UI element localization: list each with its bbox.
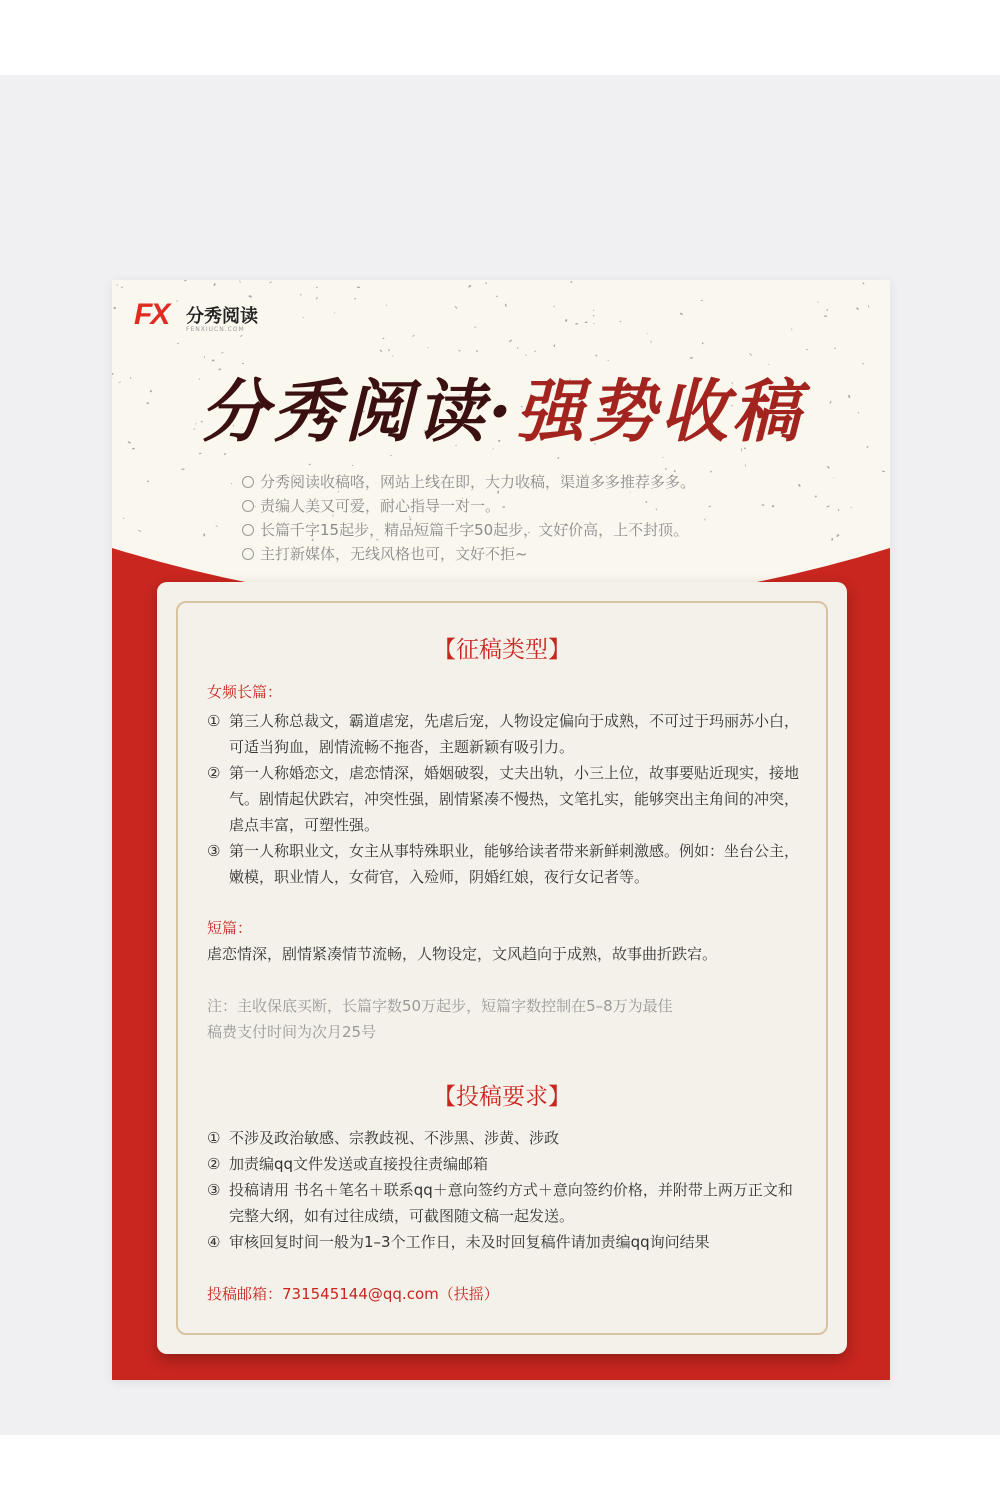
item-number: ③ — [207, 1181, 221, 1199]
long-novel-block — [207, 679, 807, 890]
section-title-submission-types: 【征稿类型】 — [433, 637, 571, 663]
note-line: 注：主收保底买断，长篇字数50万起步，短篇字数控制在5–8万为最佳 — [207, 997, 673, 1015]
intro-list — [242, 470, 802, 566]
email-block — [207, 1281, 807, 1307]
list-item — [207, 1151, 807, 1177]
item-text: 第三人称总裁文，霸道虐宠，先虐后宠，人物设定偏向于成熟，不可过于玛丽苏小白，可适当狗血，剧情流畅不拖沓，主题新颖有吸引力。 — [229, 712, 800, 756]
intro-item: 主打新媒体，无线风格也可，文好不拒~ — [242, 542, 802, 566]
card-border-frame — [176, 601, 828, 1335]
item-text: 第一人称婚恋文，虐恋情深，婚姻破裂，丈夫出轨，小三上位，故事要贴近现实，接地气。剧情起伏跌宕，冲突性强，剧情紧凑不慢热，文笔扎实，能够突出主角间的冲突，虐点丰富，可塑性强。 — [229, 764, 800, 834]
list-item — [207, 838, 807, 890]
list-item — [207, 1177, 807, 1229]
list-item — [207, 708, 807, 760]
item-number: ③ — [207, 842, 221, 860]
item-text: 投稿请用 书名＋笔名＋联系qq＋意向签约方式＋意向签约价格，并附带上两万正文和完整大纲，如有过往成绩，可截图随文稿一起发送。 — [229, 1181, 793, 1225]
long-novel-label: 女频长篇： — [207, 683, 283, 701]
recruitment-poster — [112, 280, 890, 1380]
logo-domain: FENXIUCN.COM — [186, 326, 245, 333]
item-number: ② — [207, 764, 221, 782]
note-line: 稿费支付时间为次月25号 — [207, 1023, 377, 1041]
headline-dot: · — [488, 372, 516, 452]
short-novel-block — [207, 915, 807, 967]
item-number: ① — [207, 712, 221, 730]
item-number: ④ — [207, 1233, 221, 1251]
content-card — [157, 582, 847, 1354]
submission-email[interactable]: 投稿邮箱：731545144@qq.com（扶摇） — [207, 1285, 499, 1303]
headline-part2: 强势收稿 — [515, 372, 804, 452]
note-block — [207, 993, 807, 1045]
item-text: 不涉及政治敏感、宗教歧视、不涉黑、涉黄、涉政 — [229, 1129, 560, 1147]
logo-mark: FX — [134, 298, 169, 331]
list-item — [207, 1125, 807, 1151]
item-text: 加责编qq文件发送或直接投往责编邮箱 — [229, 1155, 489, 1173]
short-novel-label: 短篇： — [207, 919, 253, 937]
intro-item: 责编人美又可爱，耐心指导一对一。 — [242, 494, 802, 518]
item-text: 审核回复时间一般为1–3个工作日，未及时回复稿件请加责编qq询问结果 — [229, 1233, 710, 1251]
item-text: 第一人称职业文，女主从事特殊职业，能够给读者带来新鲜刺激感。例如：坐台公主，嫩模，职业情人，女荷官，入殓师，阴婚红娘，夜行女记者等。 — [229, 842, 800, 886]
list-item — [207, 760, 807, 838]
list-item — [207, 1229, 807, 1255]
section-title-submission-requirements: 【投稿要求】 — [433, 1084, 571, 1110]
item-number: ② — [207, 1155, 221, 1173]
intro-item: 长篇千字15起步，精品短篇千字50起步，文好价高，上不封顶。 — [242, 518, 802, 542]
requirements-block — [207, 1125, 807, 1255]
short-novel-text: 虐恋情深，剧情紧凑情节流畅，人物设定，文风趋向于成熟，故事曲折跌宕。 — [207, 945, 718, 963]
page-background — [0, 75, 1000, 1435]
headline-calligraphy — [172, 358, 832, 455]
intro-item: 分秀阅读收稿咯，网站上线在即，大力收稿，渠道多多推荐多多。 — [242, 470, 802, 494]
item-number: ① — [207, 1129, 221, 1147]
headline-part1: 分秀阅读 — [200, 372, 489, 452]
logo-name: 分秀阅读 — [186, 306, 258, 327]
